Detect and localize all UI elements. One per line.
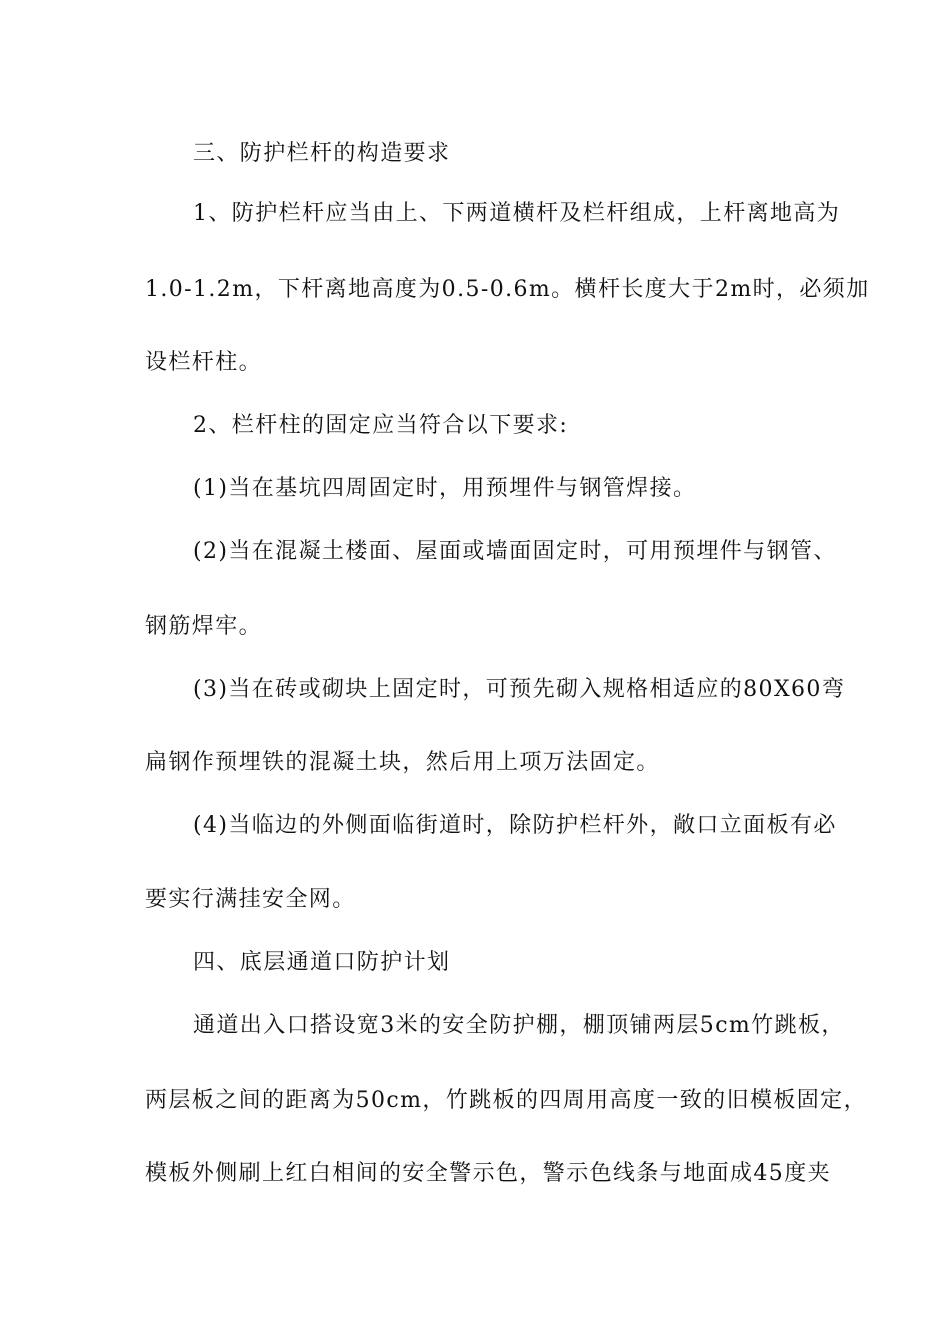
paragraph-line: 两层板之间的距离为50cm，竹跳板的四周用高度一致的旧模板固定，	[145, 1088, 867, 1113]
paragraph-line: 扁钢作预埋铁的混凝土块，然后用上项万法固定。	[145, 750, 660, 775]
list-item: (4)当临边的外侧面临街道时，除防护栏杆外，敞口立面板有必	[193, 813, 837, 838]
section-heading-3: 三、防护栏杆的构造要求	[193, 141, 451, 166]
list-item: (3)当在砖或砌块上固定时，可预先砌入规格相适应的80X60弯	[193, 677, 846, 702]
paragraph-line: 1、防护栏杆应当由上、下两道横杆及栏杆组成，上杆离地高为	[193, 201, 841, 226]
list-item: (2)当在混凝土楼面、屋面或墙面固定时，可用预埋件与钢管、	[193, 539, 837, 564]
paragraph-line: 设栏杆柱。	[145, 350, 263, 375]
paragraph-line: 1.0-1.2m，下杆离地高度为0.5-0.6m。横杆长度大于2m时，必须加	[145, 277, 870, 302]
list-item: (1)当在基坑四周固定时，用预埋件与钢管焊接。	[193, 476, 697, 501]
paragraph-line: 通道出入口搭设宽3米的安全防护棚，棚顶铺两层5cm竹跳板，	[193, 1013, 845, 1038]
section-heading-4: 四、底层通道口防护计划	[193, 950, 451, 975]
paragraph-line: 模板外侧刷上红白相间的安全警示色，警示色线条与地面成45度夹	[145, 1161, 831, 1186]
paragraph-line: 钢筋焊牢。	[145, 614, 263, 639]
paragraph-line: 要实行满挂安全网。	[145, 887, 356, 912]
paragraph-line: 2、栏杆柱的固定应当符合以下要求:	[193, 413, 569, 438]
